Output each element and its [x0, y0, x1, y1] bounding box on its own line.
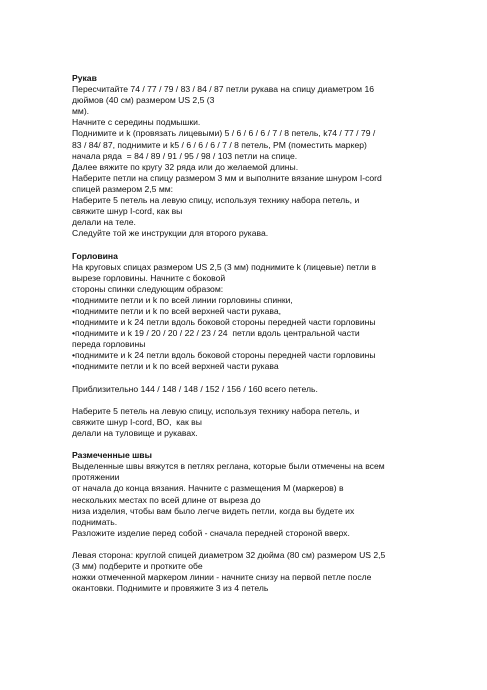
sleeve-line: мм).	[72, 106, 90, 117]
neckline-line: вырезе горловины. Начните с боковой	[72, 272, 226, 283]
sleeve-line: спицей размером 2,5 мм:	[72, 183, 174, 194]
neckline-line: •поднимите и k 24 петли вдоль боковой стороны передней части горловины	[72, 350, 376, 361]
left-side-line: ножки отмеченной маркером линии - начните снизу на первой петле после	[72, 572, 372, 583]
sleeve-line: Поднимите и k (провязать лицевыми) 5 / 6 / 6 / 6 / 7 / 8 петель, k74 / 77 / 79 /	[72, 128, 376, 139]
sleeve-line: Начните с середины подмышки.	[72, 117, 201, 128]
paragraph-gap	[72, 239, 472, 250]
paragraph-gap	[72, 539, 472, 550]
sleeve-line: Наберите петли на спицу размером 3 мм и выполните вязание шнуром I-cord	[72, 172, 382, 183]
seams-line: низа изделия, чтобы вам было легче видеть петли, когда вы будете их	[72, 505, 355, 516]
paragraph-gap	[72, 373, 472, 384]
sleeve-line: 83 / 84/ 87, поднимите и k5 / 6 / 6 / 6 / 7 / 8 петель, PM (поместить маркер)	[72, 139, 367, 150]
document-page	[72, 73, 472, 594]
neckline-line: •поднимите и k 19 / 20 / 20 / 22 / 23 / 24 петли вдоль центральной части	[72, 328, 360, 339]
sleeve-line: Далее вяжите по кругу 32 ряда или до желаемой длины.	[72, 161, 299, 172]
sleeve-line: начала ряда = 84 / 89 / 91 / 95 / 98 / 103 петли на спице.	[72, 150, 298, 161]
neckline-line: стороны спинки следующим образом:	[72, 283, 224, 294]
neckline-icord-line: Наберите 5 петель на левую спицу, используя технику набора петель, и	[72, 405, 360, 416]
neckline-icord-line: делали на туловище и рукавах.	[72, 428, 198, 438]
seams-line: от начала до конца вязания. Начните с размещения M (маркеров) в	[72, 483, 344, 494]
neckline-line: На круговых спицах размером US 2,5 (3 мм) поднимите k (лицевые) петли в	[72, 261, 377, 272]
seams-heading: Размеченные швы	[72, 450, 152, 461]
left-side-line: окантовки. Поднимите и провяжите 3 из 4 петель	[72, 583, 269, 594]
paragraph-gap	[72, 395, 472, 406]
seams-line: протяжении	[72, 472, 120, 483]
left-side-line: (3 мм) подберите и протките обе	[72, 561, 203, 572]
sleeve-line: Наберите 5 петель на левую спицу, используя технику набора петель, и	[72, 195, 360, 206]
neckline-line: •поднимите и k 24 петли вдоль боковой стороны передней части горловины	[72, 317, 376, 328]
sleeve-line: Пересчитайте 74 / 77 / 79 / 83 / 84 / 87 петли рукава на спицу диаметром 16	[72, 84, 375, 95]
paragraph-gap	[72, 439, 472, 450]
seams-line: поднимать.	[72, 516, 118, 527]
neckline-line: переда горловины	[72, 339, 146, 350]
seams-line: нескольких местах по всей длине от выреза до	[72, 494, 261, 505]
seams-line: Выделенные швы вяжутся в петлях реглана, которые были отмечены на всем	[72, 461, 385, 472]
neckline-total: Приблизительно 144 / 148 / 148 / 152 / 156 / 160 всего петель.	[72, 383, 318, 394]
left-side-line: Левая сторона: круглой спицей диаметром 32 дюйма (80 см) размером US 2,5	[72, 550, 386, 561]
neckline-heading: Горловина	[72, 250, 118, 261]
neckline-line: •поднимите петли и k по всей линии горловины спинки,	[72, 294, 293, 305]
seams-line: Разложите изделие перед собой - сначала передней стороной вверх.	[72, 527, 350, 538]
sleeve-heading: Рукав	[72, 73, 97, 83]
neckline-line: •поднимите петли и k по всей верхней части рукава	[72, 361, 279, 372]
sleeve-line: дюймов (40 см) размером US 2,5 (3	[72, 95, 215, 106]
sleeve-line: делали на теле.	[72, 217, 136, 228]
neckline-line: •поднимите петли и k по всей верхней части рукава,	[72, 305, 282, 316]
sleeve-line: Следуйте той же инструкции для второго рукава.	[72, 228, 269, 239]
sleeve-line: свяжите шнур I-cord, как вы	[72, 206, 183, 217]
neckline-icord-line: свяжите шнур I-cord, BO, как вы	[72, 416, 202, 427]
